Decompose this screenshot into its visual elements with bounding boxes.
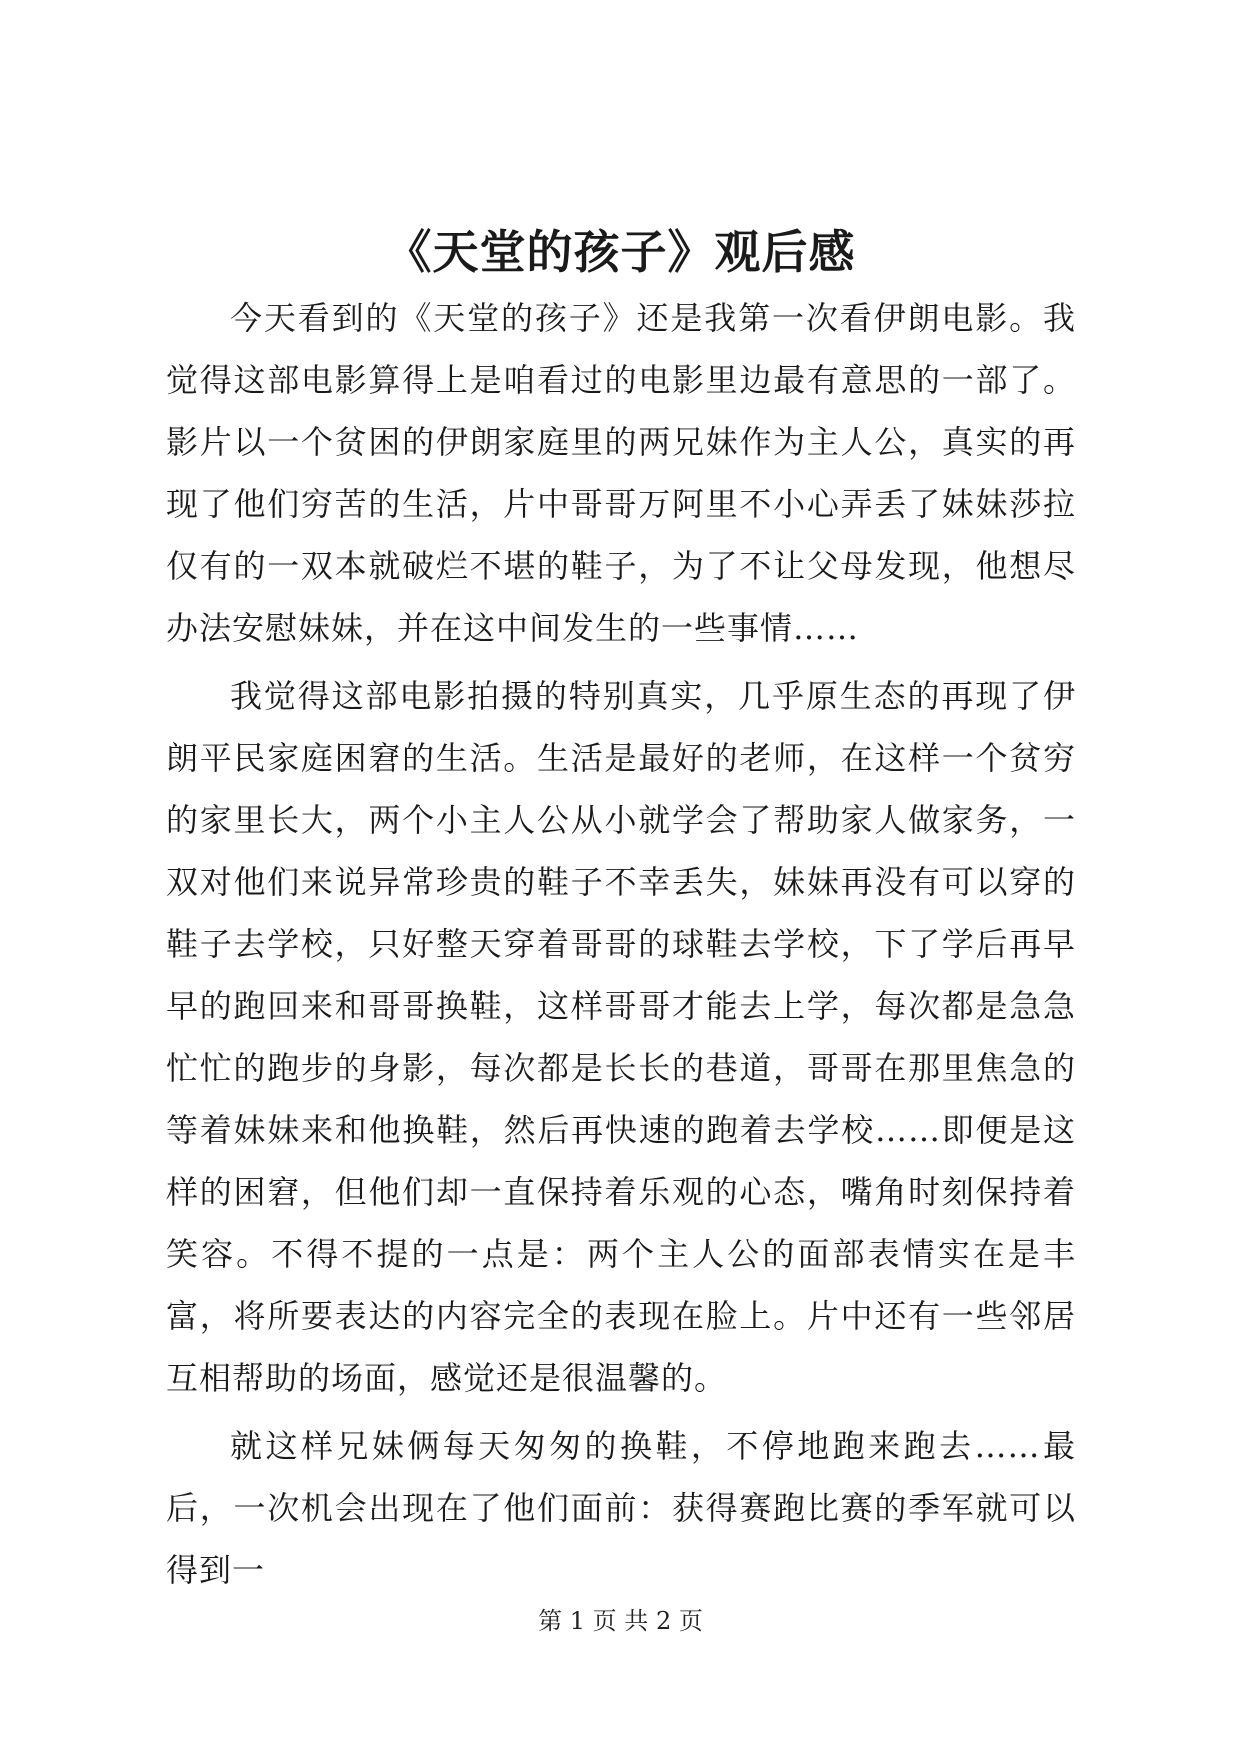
paragraph: 我觉得这部电影拍摄的特别真实，几乎原生态的再现了伊朗平民家庭困窘的生活。生活是最好的老师，在这样一个贫穷的家里长大，两个小主人公从小就学会了帮助家人做家务，一双对他们来说异常珍贵的鞋子不幸丢失，妹妹再没有可以穿的鞋子去学校，只好整天穿着哥哥的球鞋去学校，下了学后再早早的跑回来和哥哥换鞋，这样哥哥才能去上学，每次都是急急忙忙的跑步的身影，每次都是长长的巷道，哥哥在那里焦急的等着妹妹来和他换鞋，然后再快速的跑着去学校……即便是这样的困窘，但他们却一直保持着乐观的心态，嘴角时刻保持着笑容。不得不提的一点是：两个主人公的面部表情实在是丰富，将所要表达的内容完全的表现在脸上。片中还有一些邻居互相帮助的场面，感觉还是很温馨的。 xyxy=(166,677,1076,1397)
page-footer: 第 1 页 共 2 页 xyxy=(538,1607,703,1635)
document-title: 《天堂的孩子》观后感 xyxy=(385,225,856,279)
paragraph: 今天看到的《天堂的孩子》还是我第一次看伊朗电影。我觉得这部电影算得上是咱看过的电影里边最有意思的一部了。影片以一个贫困的伊朗家庭里的两兄妹作为主人公，真实的再现了他们穷苦的生活，片中哥哥万阿里不小心弄丢了妹妹莎拉仅有的一双本就破烂不堪的鞋子，为了不让父母发现，他想尽办法安慰妹妹，并在这中间发生的一些事情…… xyxy=(166,299,1076,647)
paragraph: 就这样兄妹俩每天匆匆的换鞋，不停地跑来跑去……最后，一次机会出现在了他们面前：获得赛跑比赛的季军就可以得到一 xyxy=(166,1427,1076,1589)
document-body xyxy=(166,287,1076,1607)
